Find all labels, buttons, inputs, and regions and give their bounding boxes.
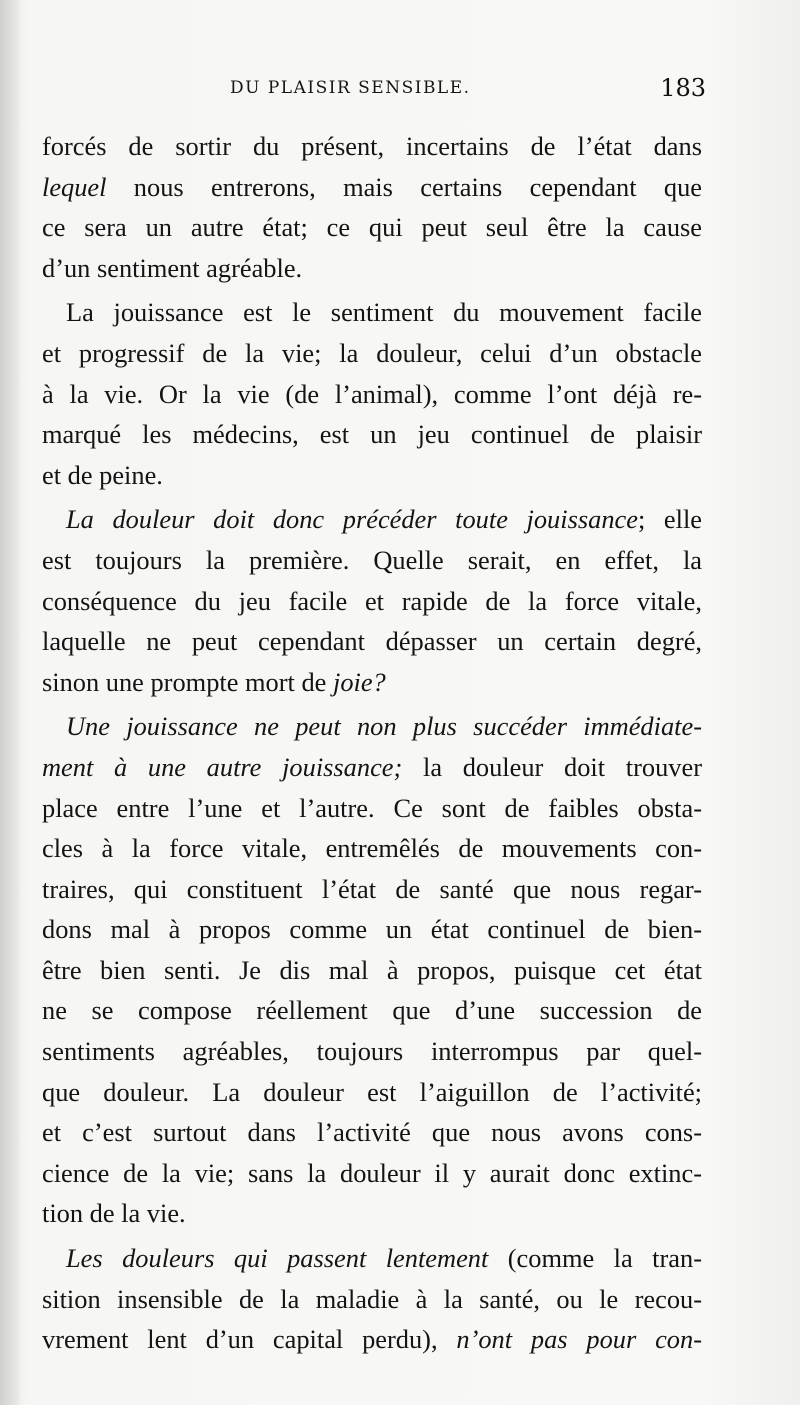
text-line bbox=[42, 990, 702, 1031]
text-line bbox=[42, 292, 702, 333]
body-text bbox=[42, 126, 702, 1360]
paragraph bbox=[42, 292, 702, 495]
italic-text: n’ont pas pour con- bbox=[456, 1324, 702, 1355]
text-segment: cience de la vie; sans la douleur il y aurait donc extinc- bbox=[42, 1157, 702, 1188]
text-segment: cles à la force vitale, entremêlés de mouvements con- bbox=[42, 833, 702, 864]
text-segment: être bien senti. Je dis mal à propos, puisque cet état bbox=[42, 954, 702, 985]
paragraph bbox=[42, 126, 702, 288]
text-segment: et progressif de la vie; la douleur, celui d’un obstacle bbox=[42, 337, 702, 368]
text-line bbox=[42, 1279, 702, 1320]
italic-text: ment à une autre jouissance; bbox=[42, 751, 403, 782]
text-line bbox=[42, 1112, 702, 1153]
text-line bbox=[42, 499, 702, 540]
text-line bbox=[42, 1031, 702, 1072]
text-segment: laquelle ne peut cependant dépasser un certain degré, bbox=[42, 626, 702, 657]
text-segment: vrement lent d’un capital perdu), bbox=[42, 1324, 457, 1355]
text-segment: est toujours la première. Quelle serait, en effet, la bbox=[42, 544, 702, 575]
italic-text: Les douleurs qui passent lentement bbox=[66, 1243, 489, 1274]
text-line bbox=[42, 788, 702, 829]
paragraph bbox=[42, 706, 702, 1234]
text-line bbox=[42, 248, 702, 289]
text-line bbox=[42, 167, 702, 208]
text-line bbox=[42, 869, 702, 910]
text-segment: La jouissance est le sentiment du mouvement facile bbox=[66, 297, 702, 328]
text-segment: (comme la tran- bbox=[488, 1243, 702, 1274]
paragraph bbox=[42, 1238, 702, 1360]
text-segment: dons mal à propos comme un état continuel de bien- bbox=[42, 914, 702, 945]
page-number: 183 bbox=[660, 74, 706, 102]
text-segment: sentiments agréables, toujours interrompus par quel- bbox=[42, 1036, 702, 1067]
text-line bbox=[42, 455, 702, 496]
text-segment: ne se compose réellement que d’une succession de bbox=[42, 995, 702, 1026]
italic-text: Une jouissance ne peut non plus succéder immédiate- bbox=[66, 711, 702, 742]
text-line bbox=[42, 950, 702, 991]
text-line bbox=[42, 828, 702, 869]
text-line bbox=[42, 540, 702, 581]
text-segment: et c’est surtout dans l’activité que nous avons cons- bbox=[42, 1117, 702, 1148]
paragraph bbox=[42, 499, 702, 702]
text-line bbox=[42, 333, 702, 374]
page-header bbox=[40, 74, 710, 112]
running-title: DU PLAISIR SENSIBLE. bbox=[230, 78, 471, 98]
text-line bbox=[42, 621, 702, 662]
italic-text: lequel bbox=[42, 171, 107, 202]
text-line bbox=[42, 662, 702, 703]
text-segment: nous entrerons, mais certains cependant que bbox=[106, 171, 702, 202]
text-segment: tion de la vie. bbox=[42, 1198, 186, 1229]
italic-text: joie? bbox=[332, 666, 386, 697]
text-segment: et de peine. bbox=[42, 459, 163, 490]
text-segment: à la vie. Or la vie (de l’animal), comme l’ont déjà re- bbox=[42, 378, 702, 409]
text-segment: place entre l’une et l’autre. Ce sont de faibles obsta- bbox=[42, 792, 702, 823]
italic-text: La douleur doit donc précéder toute jouissance bbox=[66, 504, 638, 535]
text-line bbox=[42, 414, 702, 455]
text-line bbox=[42, 1319, 702, 1360]
text-segment: conséquence du jeu facile et rapide de la force vitale, bbox=[42, 585, 702, 616]
text-line bbox=[42, 1153, 702, 1194]
text-segment: la douleur doit trouver bbox=[402, 751, 702, 782]
page-gutter-shadow bbox=[0, 0, 20, 1405]
text-line bbox=[42, 706, 702, 747]
text-line bbox=[42, 1072, 702, 1113]
text-segment: marqué les médecins, est un jeu continuel de plaisir bbox=[42, 419, 702, 450]
text-segment: forcés de sortir du présent, incertains de l’état dans bbox=[42, 131, 702, 161]
text-segment: d’un sentiment agréable. bbox=[42, 252, 303, 283]
text-line bbox=[42, 1238, 702, 1279]
text-segment: traires, qui constituent l’état de santé que nous regar- bbox=[42, 873, 702, 904]
text-segment: ; elle bbox=[637, 504, 702, 535]
text-segment: sition insensible de la maladie à la santé, ou le recou- bbox=[42, 1283, 702, 1314]
text-line bbox=[42, 207, 702, 248]
text-line bbox=[42, 747, 702, 788]
text-segment: que douleur. La douleur est l’aiguillon de l’activité; bbox=[42, 1076, 702, 1107]
text-line bbox=[42, 1193, 702, 1234]
text-line bbox=[42, 581, 702, 622]
text-line bbox=[42, 909, 702, 950]
text-segment: ce sera un autre état; ce qui peut seul être la cause bbox=[42, 212, 702, 243]
text-line bbox=[42, 126, 702, 167]
text-segment: sinon une prompte mort de bbox=[42, 666, 333, 697]
text-line bbox=[42, 374, 702, 415]
